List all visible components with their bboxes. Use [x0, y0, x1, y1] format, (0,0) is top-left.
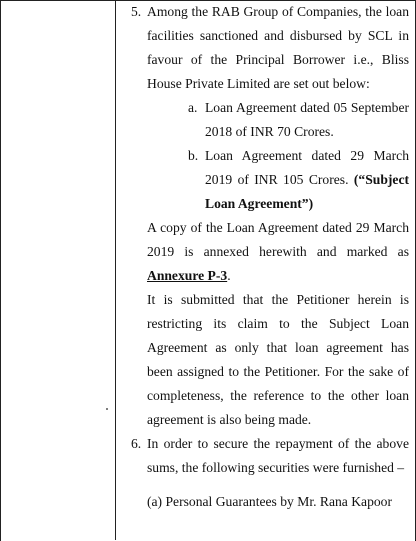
paragraph-number: 5. — [131, 4, 142, 19]
annexure-reference: Annexure P-3 — [147, 268, 228, 283]
sub-item-a — [124, 96, 409, 144]
sub-item-label: a. — [188, 100, 198, 115]
sub-item-text — [124, 144, 409, 216]
sub-item-text: Loan Agreement dated 05 September 2018 of INR 70 Crores. — [205, 100, 409, 139]
submission-paragraph: It is submitted that the Petitioner herein is restricting its claim to the Subject Loan Agreement as only that loan agreement has been assigned to the Petitioner. For the sake of completeness, the reference to the other loan agreement is also being made. — [147, 292, 409, 427]
column-divider — [115, 0, 116, 540]
security-item-a: (a) Personal Guarantees by Mr. Rana Kapoor — [147, 494, 392, 509]
sub-item-label: b. — [188, 148, 199, 163]
sub-item-plain: Loan Agreement dated 29 March 2019 of INR 105 Crores. — [205, 148, 409, 187]
defined-term: (“Subject Loan Agreement”) — [205, 172, 410, 211]
paragraph-5 — [124, 0, 409, 96]
annexure-paragraph — [124, 216, 409, 288]
sub-item-b — [124, 144, 409, 216]
paragraph-text: Among the RAB Group of Companies, the loan facilities sanctioned and disbursed by SCL in favour of the Principal Borrower i.e., Bliss House Private Limited are set out below: — [147, 4, 409, 91]
annexure-text: A copy of the Loan Agreement dated 29 March 2019 is annexed herewith and marked as — [147, 220, 409, 259]
stray-mark — [106, 408, 108, 410]
paragraph-6 — [124, 432, 409, 480]
paragraph-number: 6. — [131, 436, 142, 451]
annexure-end: . — [227, 268, 231, 283]
paragraph-column — [124, 0, 409, 514]
paragraph-text: In order to secure the repayment of the above sums, the following securities were furnished – — [147, 436, 409, 475]
